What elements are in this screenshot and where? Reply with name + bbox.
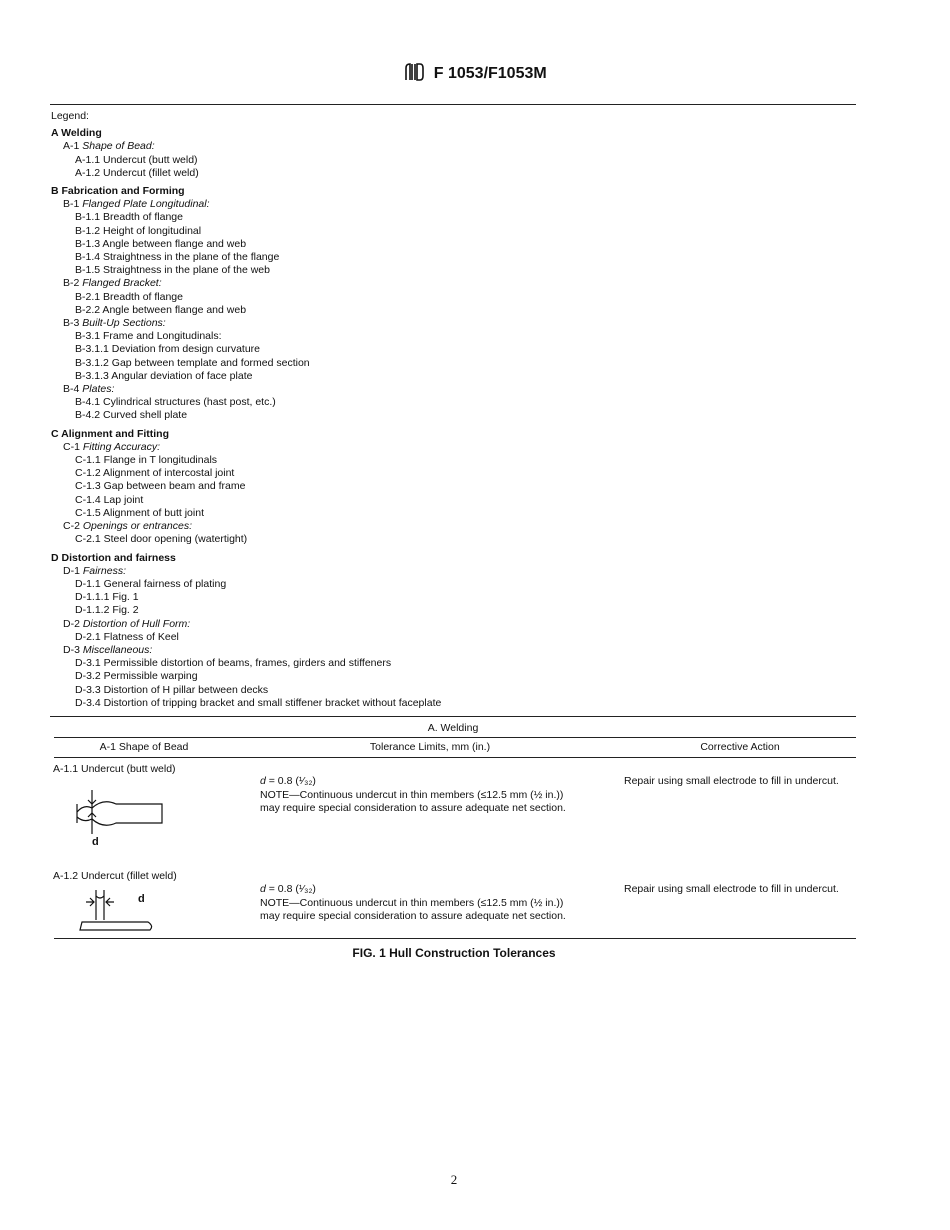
legend-group: C-2 Openings or entrances: [63, 520, 192, 533]
legend-section-heading: D Distortion and fairness [51, 551, 176, 564]
legend-group: B-2 Flanged Bracket: [63, 277, 162, 290]
legend-item: B-1.5 Straightness in the plane of the web [75, 264, 270, 277]
legend-title: Legend: [51, 110, 89, 122]
astm-logo-icon [403, 62, 425, 82]
legend-item: D-3.2 Permissible warping [75, 670, 198, 683]
legend-section-heading: B Fabrication and Forming [51, 185, 185, 198]
legend-item: C-1.1 Flange in T longitudinals [75, 454, 218, 467]
table-top-rule [50, 716, 856, 717]
butt-weld-undercut-diagram [70, 790, 170, 850]
column-header-tolerance: Tolerance Limits, mm (in.) [369, 741, 491, 753]
tolerance-value: = 0.8 (¹⁄₃₂) [265, 883, 316, 895]
page-number: 2 [450, 1172, 458, 1187]
legend-item: B-3.1.1 Deviation from design curvature [75, 343, 261, 356]
legend-item: A-1.2 Undercut (fillet weld) [75, 166, 199, 179]
tolerance-note: may require special consideration to assure adequate net section. [260, 802, 566, 814]
legend-item: C-2.1 Steel door opening (watertight) [75, 533, 248, 546]
tolerance-cell [260, 883, 566, 924]
legend-group: B-3 Built-Up Sections: [63, 317, 166, 330]
legend-item: D-2.1 Flatness of Keel [75, 630, 179, 643]
tolerance-variable: d [260, 775, 266, 787]
legend-item: B-1.2 Height of longitudinal [75, 224, 202, 237]
table-header-rule [54, 757, 856, 758]
table-title-rule [54, 737, 856, 738]
legend-item: B-3.1.2 Gap between template and formed section [75, 356, 310, 369]
legend-item: D-1.1 General fairness of plating [75, 577, 227, 590]
diagram-label: d [138, 893, 145, 905]
legend-item: C-1.3 Gap between beam and frame [75, 480, 246, 493]
legend-item: B-4.2 Curved shell plate [75, 409, 188, 422]
tolerance-value: = 0.8 (¹⁄₃₂) [265, 775, 316, 787]
diagram-label: d [92, 836, 99, 848]
legend-item: D-1.1.1 Fig. 1 [75, 591, 139, 604]
legend-item: B-3.1.3 Angular deviation of face plate [75, 369, 253, 382]
legend-group: D-2 Distortion of Hull Form: [63, 617, 191, 630]
tolerance-note: may require special consideration to assure adequate net section. [260, 910, 566, 922]
legend-group: B-1 Flanged Plate Longitudinal: [63, 198, 210, 211]
legend-item: C-1.4 Lap joint [75, 493, 144, 506]
figure-caption: FIG. 1 Hull Construction Tolerances [352, 946, 556, 960]
legend [51, 110, 441, 710]
tolerance-cell [260, 775, 566, 816]
table-section-title: A. Welding [427, 722, 479, 734]
legend-item: B-1.1 Breadth of flange [75, 211, 183, 224]
corrective-action: Repair using small electrode to fill in undercut. [624, 775, 839, 787]
column-header-action: Corrective Action [700, 741, 780, 753]
legend-group: C-1 Fitting Accuracy: [63, 440, 161, 453]
table-bottom-rule [54, 938, 856, 939]
legend-item: B-2.1 Breadth of flange [75, 290, 183, 303]
legend-group: D-3 Miscellaneous: [63, 643, 153, 656]
column-header-shape: A-1 Shape of Bead [99, 741, 189, 753]
legend-item: B-2.2 Angle between flange and web [75, 303, 247, 316]
legend-group: A-1 Shape of Bead: [63, 140, 155, 153]
legend-section-heading: A Welding [51, 127, 102, 140]
legend-item: D-3.4 Distortion of tripping bracket and small stiffener bracket without faceplate [75, 696, 442, 709]
header-rule [50, 104, 856, 105]
legend-item: B-3.1 Frame and Longitudinals: [75, 330, 222, 343]
tolerance-variable: d [260, 883, 266, 895]
corrective-action: Repair using small electrode to fill in undercut. [624, 883, 839, 895]
tolerance-note: NOTE—Continuous undercut in thin members (≤12.5 mm (½ in.)) [260, 896, 564, 909]
document-header [0, 62, 950, 83]
row-label: A-1.2 Undercut (fillet weld) [53, 870, 177, 882]
legend-group: D-1 Fairness: [63, 564, 127, 577]
legend-item: B-4.1 Cylindrical structures (hast post, etc.) [75, 396, 276, 409]
tolerance-note: NOTE—Continuous undercut in thin members (≤12.5 mm (½ in.)) [260, 788, 564, 801]
legend-item: B-1.4 Straightness in the plane of the flange [75, 251, 280, 264]
legend-item: D-3.3 Distortion of H pillar between decks [75, 683, 269, 696]
document-designation: F 1053/F1053M [433, 65, 547, 82]
legend-section-heading: C Alignment and Fitting [51, 427, 170, 440]
legend-item: B-1.3 Angle between flange and web [75, 237, 247, 250]
legend-item: C-1.5 Alignment of butt joint [75, 506, 204, 519]
legend-group: B-4 Plates: [63, 383, 115, 396]
legend-item: C-1.2 Alignment of intercostal joint [75, 467, 235, 480]
legend-item: D-3.1 Permissible distortion of beams, frames, girders and stiffeners [75, 657, 392, 670]
legend-item: D-1.1.2 Fig. 2 [75, 604, 139, 617]
fillet-weld-undercut-diagram [74, 886, 164, 934]
row-label: A-1.1 Undercut (butt weld) [53, 763, 176, 775]
legend-item: A-1.1 Undercut (butt weld) [75, 153, 198, 166]
